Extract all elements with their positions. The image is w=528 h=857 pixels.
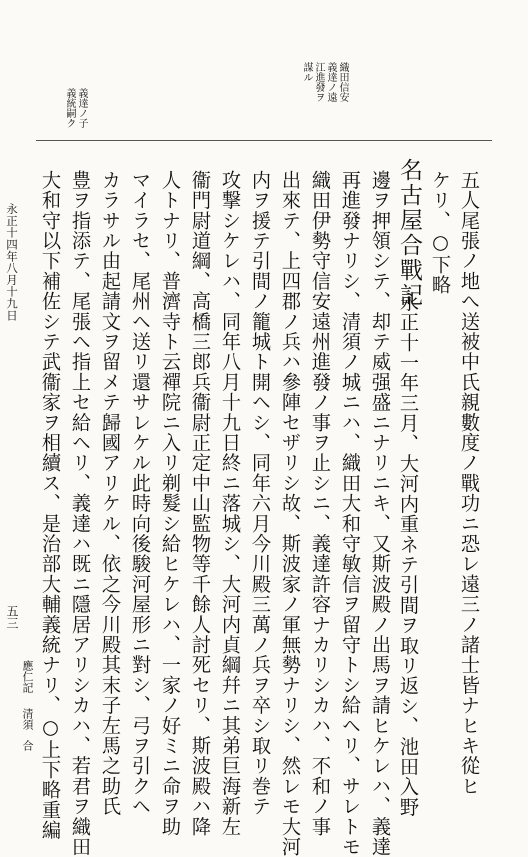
headnote-right-line-2: 義達ノ遠 xyxy=(325,62,336,102)
body-column-10: 人トナリ、普濟寺ト云禪院ニ入リ剃髮シ給ヒケレハ、一家ノ好ミニ命ヲ助 xyxy=(159,170,182,837)
small-note-line-1: 應仁記 xyxy=(21,660,34,693)
body-column-6: 出來テ、上四郡ノ兵ハ參陣セザリシ故、斯波家ノ軍無勢ナリシ、然レモ大河 xyxy=(279,170,302,857)
body-column-11: マイラセ、尾州ヘ送リ還サレケル此時向後駿河屋形ニ對シ、弓ヲ引クヘ xyxy=(129,170,152,817)
body-column-1: 五人尾張ノ地へ送被中氏親數度ノ戰功ニ恐レ遠三ノ諸士皆ナヒキ從ヒ xyxy=(458,170,481,797)
body-column-13: 豊ヲ指添テ、尾張ヘ指上セ給ヘリ、義達ハ既ニ隱居アリシカハ、若君ヲ織田 xyxy=(69,170,92,857)
headnote-left-line-1: 義達ノ子 xyxy=(76,88,87,128)
body-column-8: 攻撃シケレハ、同年八月十九日終ニ落城シ、大河内貞綱幷ニ其弟巨海新左 xyxy=(219,170,242,837)
page-number: 五三 xyxy=(5,605,19,629)
headnote-right-line-3: 江進發ヲ xyxy=(313,62,324,102)
small-note-line-3: 合 xyxy=(21,740,34,751)
section-title: 名古屋合戰記 xyxy=(396,158,422,308)
body-column-14: 大和守以下補佐シテ武衞家ヲ相續ス、是治部大輔義統ナリ、○上下略重編 xyxy=(39,170,62,841)
body-column-2: ケリ、○下略 xyxy=(429,170,452,295)
body-column-4: 再進發ナリシ、清須ノ城ニハ、織田大和守敏信ヲ留守トシ給ヘリ、サレトモ xyxy=(339,170,362,857)
headnote-right-line-1: 織田信安 xyxy=(337,62,348,102)
body-column-12: カラサル由起請文ヲ留メテ歸國アリケル、依之今川殿其末子左馬之助氏 xyxy=(99,170,122,817)
header-rule xyxy=(36,140,492,141)
body-column-3: 邊ヲ押領シテ、却テ威强盛ニナリニキ、又斯波殿ノ出馬ヲ請ヒケレハ、義達 xyxy=(369,170,392,857)
small-note-line-2: 清須 xyxy=(21,708,34,730)
body-column-5: 織田伊勢守信安遠州進發ノ事ヲ止シニ、義達許容ナカリシカハ、不和ノ事 xyxy=(309,170,332,837)
headnote-left-line-2: 義統嗣ク xyxy=(64,88,75,128)
title-column-continuation: 永正十一年三月、大河内重ネテ引間ヲ取リ返シ、池田入野 xyxy=(397,292,420,818)
headnote-right-line-4: 謀ル xyxy=(301,62,312,82)
margin-date: 永正十四年八月十九日 xyxy=(5,203,19,321)
body-column-9: 衞門尉道綱、高橋三郎兵衞尉正定中山監物等千餘人討死セリ、斯波殿ハ降 xyxy=(189,170,212,837)
body-column-7: 内ヲ援テ引間ノ籠城ト開ヘシ、同年六月今川殿三萬ノ兵ヲ卒シ取リ巻テ xyxy=(249,170,272,817)
